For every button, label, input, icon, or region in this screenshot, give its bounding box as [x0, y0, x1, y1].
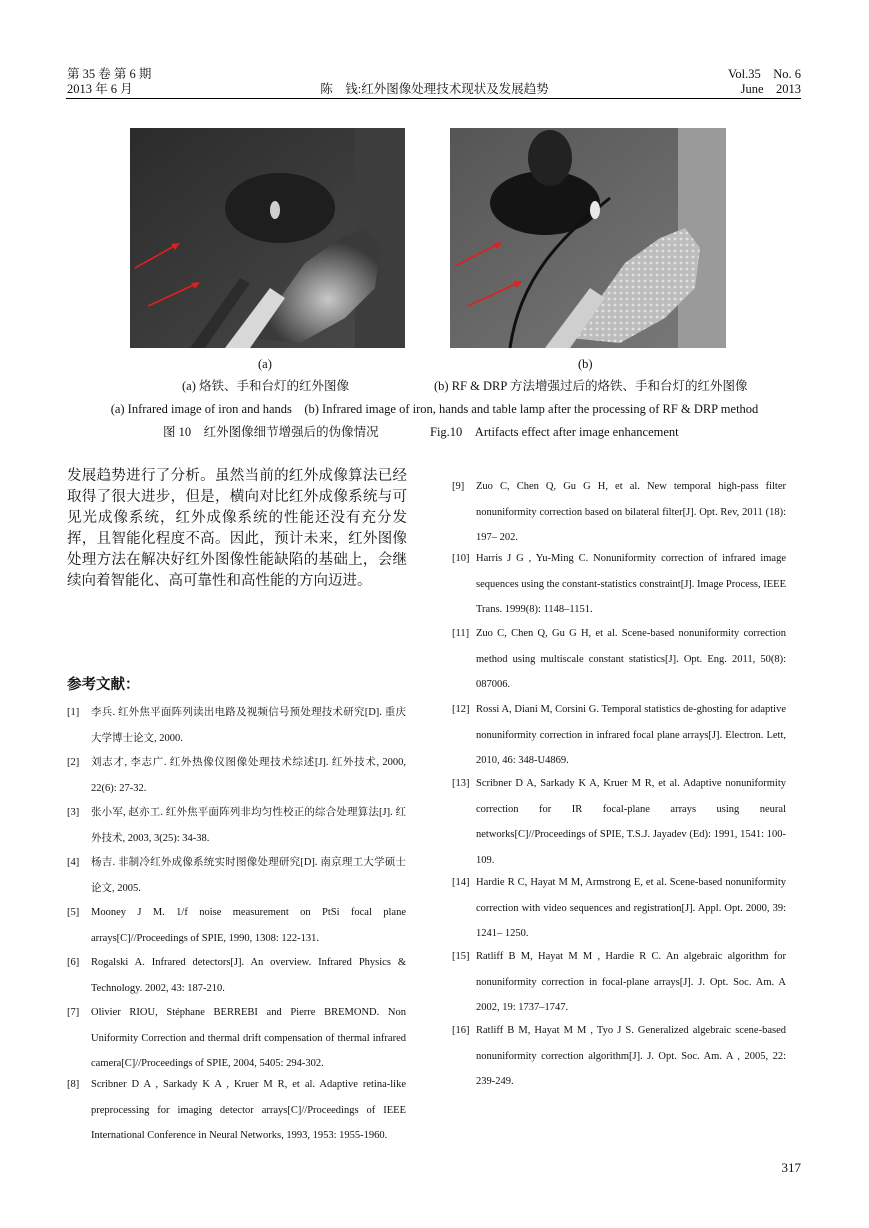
figure-title-en: Fig.10 Artifacts effect after image enhancement — [430, 425, 679, 439]
figure-label-a: (a) — [258, 357, 272, 371]
header-title: 陈 钱:红外图像处理技术现状及发展趋势 — [320, 82, 549, 96]
reference-item — [67, 1000, 406, 1077]
figure-image-a — [130, 128, 405, 348]
reference-text: Olivier RIOU, Stéphane BERREBI and Pierre BREMOND. Non Uniformity Correction and thermal drift compensation of thermal infrared camera[C]//Proceedings of SPIE, 2004, 5405: 294-302. — [91, 1007, 406, 1069]
arrow-markers-a — [130, 128, 405, 348]
header-date-en: June 2013 — [740, 82, 801, 96]
reference-number: [12] — [452, 704, 470, 715]
body-paragraph: 发展趋势进行了分析。虽然当前的红外成像算法已经取得了很大进步，但是，横向对比红外成像系统与可见光成像系统，红外成像系统的性能还没有充分发挥，且智能化程度不高。因此，预计未来，红外图像处理方法在解决好红外图像性能缺陷的基础上，会继续向着智能化、高可靠性和高性能的方向迈进。 — [67, 468, 407, 589]
reference-item — [452, 771, 786, 873]
header-date: 2013 年 6 月 — [67, 82, 133, 96]
arrow-b-2 — [468, 282, 520, 306]
reference-number: [11] — [452, 628, 470, 639]
reference-number: [7] — [67, 1007, 80, 1018]
reference-number: [15] — [452, 951, 470, 962]
reference-text: Mooney J M. 1/f noise measurement on PtSi focal plane arrays[C]//Proceedings of SPIE, 1990, 1308: 122-131. — [91, 907, 406, 944]
reference-item — [452, 546, 786, 623]
figure-label-b: (b) — [578, 357, 593, 371]
reference-text: Scribner D A , Sarkady K A , Kruer M R, et al. Adaptive retina-like preprocessing for imaging detector arrays[C]//Proceedings of IEEE International Conference in Neural Networks, 1993, 1953: 1955-1960. — [91, 1079, 406, 1141]
reference-item — [452, 697, 786, 774]
reference-item — [452, 870, 786, 947]
reference-text: Ratliff B M, Hayat M M , Hardie R C. An algebraic algorithm for nonuniformity correction in focal-plane arrays[J]. J. Opt. Soc. Am. A 2002, 19: 1737–1747. — [476, 951, 786, 1013]
reference-number: [6] — [67, 957, 80, 968]
reference-text: Harris J G , Yu-Ming C. Nonuniformity correction of infrared image sequences using the constant-statistics constraint[J]. Image Process, IEEE Trans. 1999(8): 1148–1151. — [476, 553, 786, 615]
reference-text: Ratliff B M, Hayat M M , Tyo J S. Generalized algebraic scene-based nonuniformity correction algorithm[J]. J. Opt. Soc. Am. A , 2005, 22: 239-249. — [476, 1025, 786, 1087]
reference-number: [14] — [452, 877, 470, 888]
reference-item — [67, 700, 406, 751]
reference-text: Rogalski A. Infrared detectors[J]. An overview. Infrared Physics & Technology. 2002, 43: 187-210. — [91, 957, 406, 994]
reference-number: [4] — [67, 857, 80, 868]
page-number: 317 — [781, 1160, 801, 1175]
reference-item — [67, 1072, 406, 1149]
reference-number: [3] — [67, 807, 80, 818]
reference-item — [452, 474, 786, 551]
arrow-b-1 — [455, 243, 500, 266]
figure-caption-en: (a) Infrared image of iron and hands (b) Infrared image of iron, hands and table lamp after the processing of RF & DRP method — [110, 402, 759, 416]
reference-text: 张小军, 赵亦工. 红外焦平面阵列非均匀性校正的综合处理算法[J]. 红外技术, 2003, 3(25): 34-38. — [91, 807, 406, 844]
reference-text: Hardie R C, Hayat M M, Armstrong E, et al. Scene-based nonuniformity correction with video sequences and registration[J]. Appl. Opt. 2000, 39: 1241– 1250. — [476, 877, 786, 939]
reference-number: [9] — [452, 481, 465, 492]
figure-caption-cn-b: (b) RF & DRP 方法增强过后的烙铁、手和台灯的红外图像 — [434, 379, 748, 393]
header-rule — [66, 98, 801, 99]
reference-text: Scribner D A, Sarkady K A, Kruer M R, et al. Adaptive nonuniformity correction for IR focal-plane arrays using neural networks[C]//Proceedings of SPIE, T.S.J. Jayadev (Ed): 1991, 1541: 100-109. — [476, 778, 786, 866]
reference-text: Rossi A, Diani M, Corsini G. Temporal statistics de-ghosting for adaptive nonuniformity correction in infrared focal plane arrays[J]. Electron. Lett, 2010, 46: 348-U4869. — [476, 704, 786, 766]
figure-image-b — [450, 128, 726, 348]
reference-number: [10] — [452, 553, 470, 564]
reference-text: Zuo C, Chen Q, Gu G H, et al. New temporal high-pass filter nonuniformity correction based on bilateral filter[J]. Opt. Rev, 2011 (18): 197– 202. — [476, 481, 786, 543]
arrow-a-1 — [135, 244, 178, 268]
arrow-a-2 — [148, 283, 198, 306]
reference-number: [13] — [452, 778, 470, 789]
reference-number: [2] — [67, 757, 80, 768]
reference-number: [8] — [67, 1079, 80, 1090]
reference-number: [16] — [452, 1025, 470, 1036]
reference-item — [67, 900, 406, 951]
reference-number: [5] — [67, 907, 80, 918]
reference-text: 李兵. 红外焦平面阵列读出电路及视频信号预处理技术研究[D]. 重庆大学博士论文, 2000. — [91, 707, 406, 744]
reference-item — [452, 1018, 786, 1095]
reference-text: Zuo C, Chen Q, Gu G H, et al. Scene-based nonuniformity correction method using multiscale constant statistics[J]. Opt. Eng. 2011, 50(8): 087006. — [476, 628, 786, 690]
arrow-markers-b — [450, 128, 726, 348]
header-vol-en: Vol.35 No. 6 — [727, 67, 801, 81]
reference-item — [67, 850, 406, 901]
reference-item — [67, 800, 406, 851]
reference-item — [67, 950, 406, 1001]
reference-item — [67, 750, 406, 801]
references-title: 参考文献： — [67, 677, 140, 693]
figure-title-cn: 图 10 红外图像细节增强后的伪像情况 — [163, 425, 379, 439]
reference-text: 刘志才, 李志广. 红外热像仪图像处理技术综述[J]. 红外技术, 2000, 22(6): 27-32. — [91, 757, 406, 794]
reference-number: [1] — [67, 707, 80, 718]
reference-item — [452, 621, 786, 698]
header-volume: 第 35 卷 第 6 期 — [67, 67, 152, 81]
reference-text: 杨吉. 非制冷红外成像系统实时图像处理研究[D]. 南京理工大学硕士论文, 2005. — [91, 857, 406, 894]
reference-item — [452, 944, 786, 1021]
figure-caption-cn-a: (a) 烙铁、手和台灯的红外图像 — [182, 379, 349, 393]
